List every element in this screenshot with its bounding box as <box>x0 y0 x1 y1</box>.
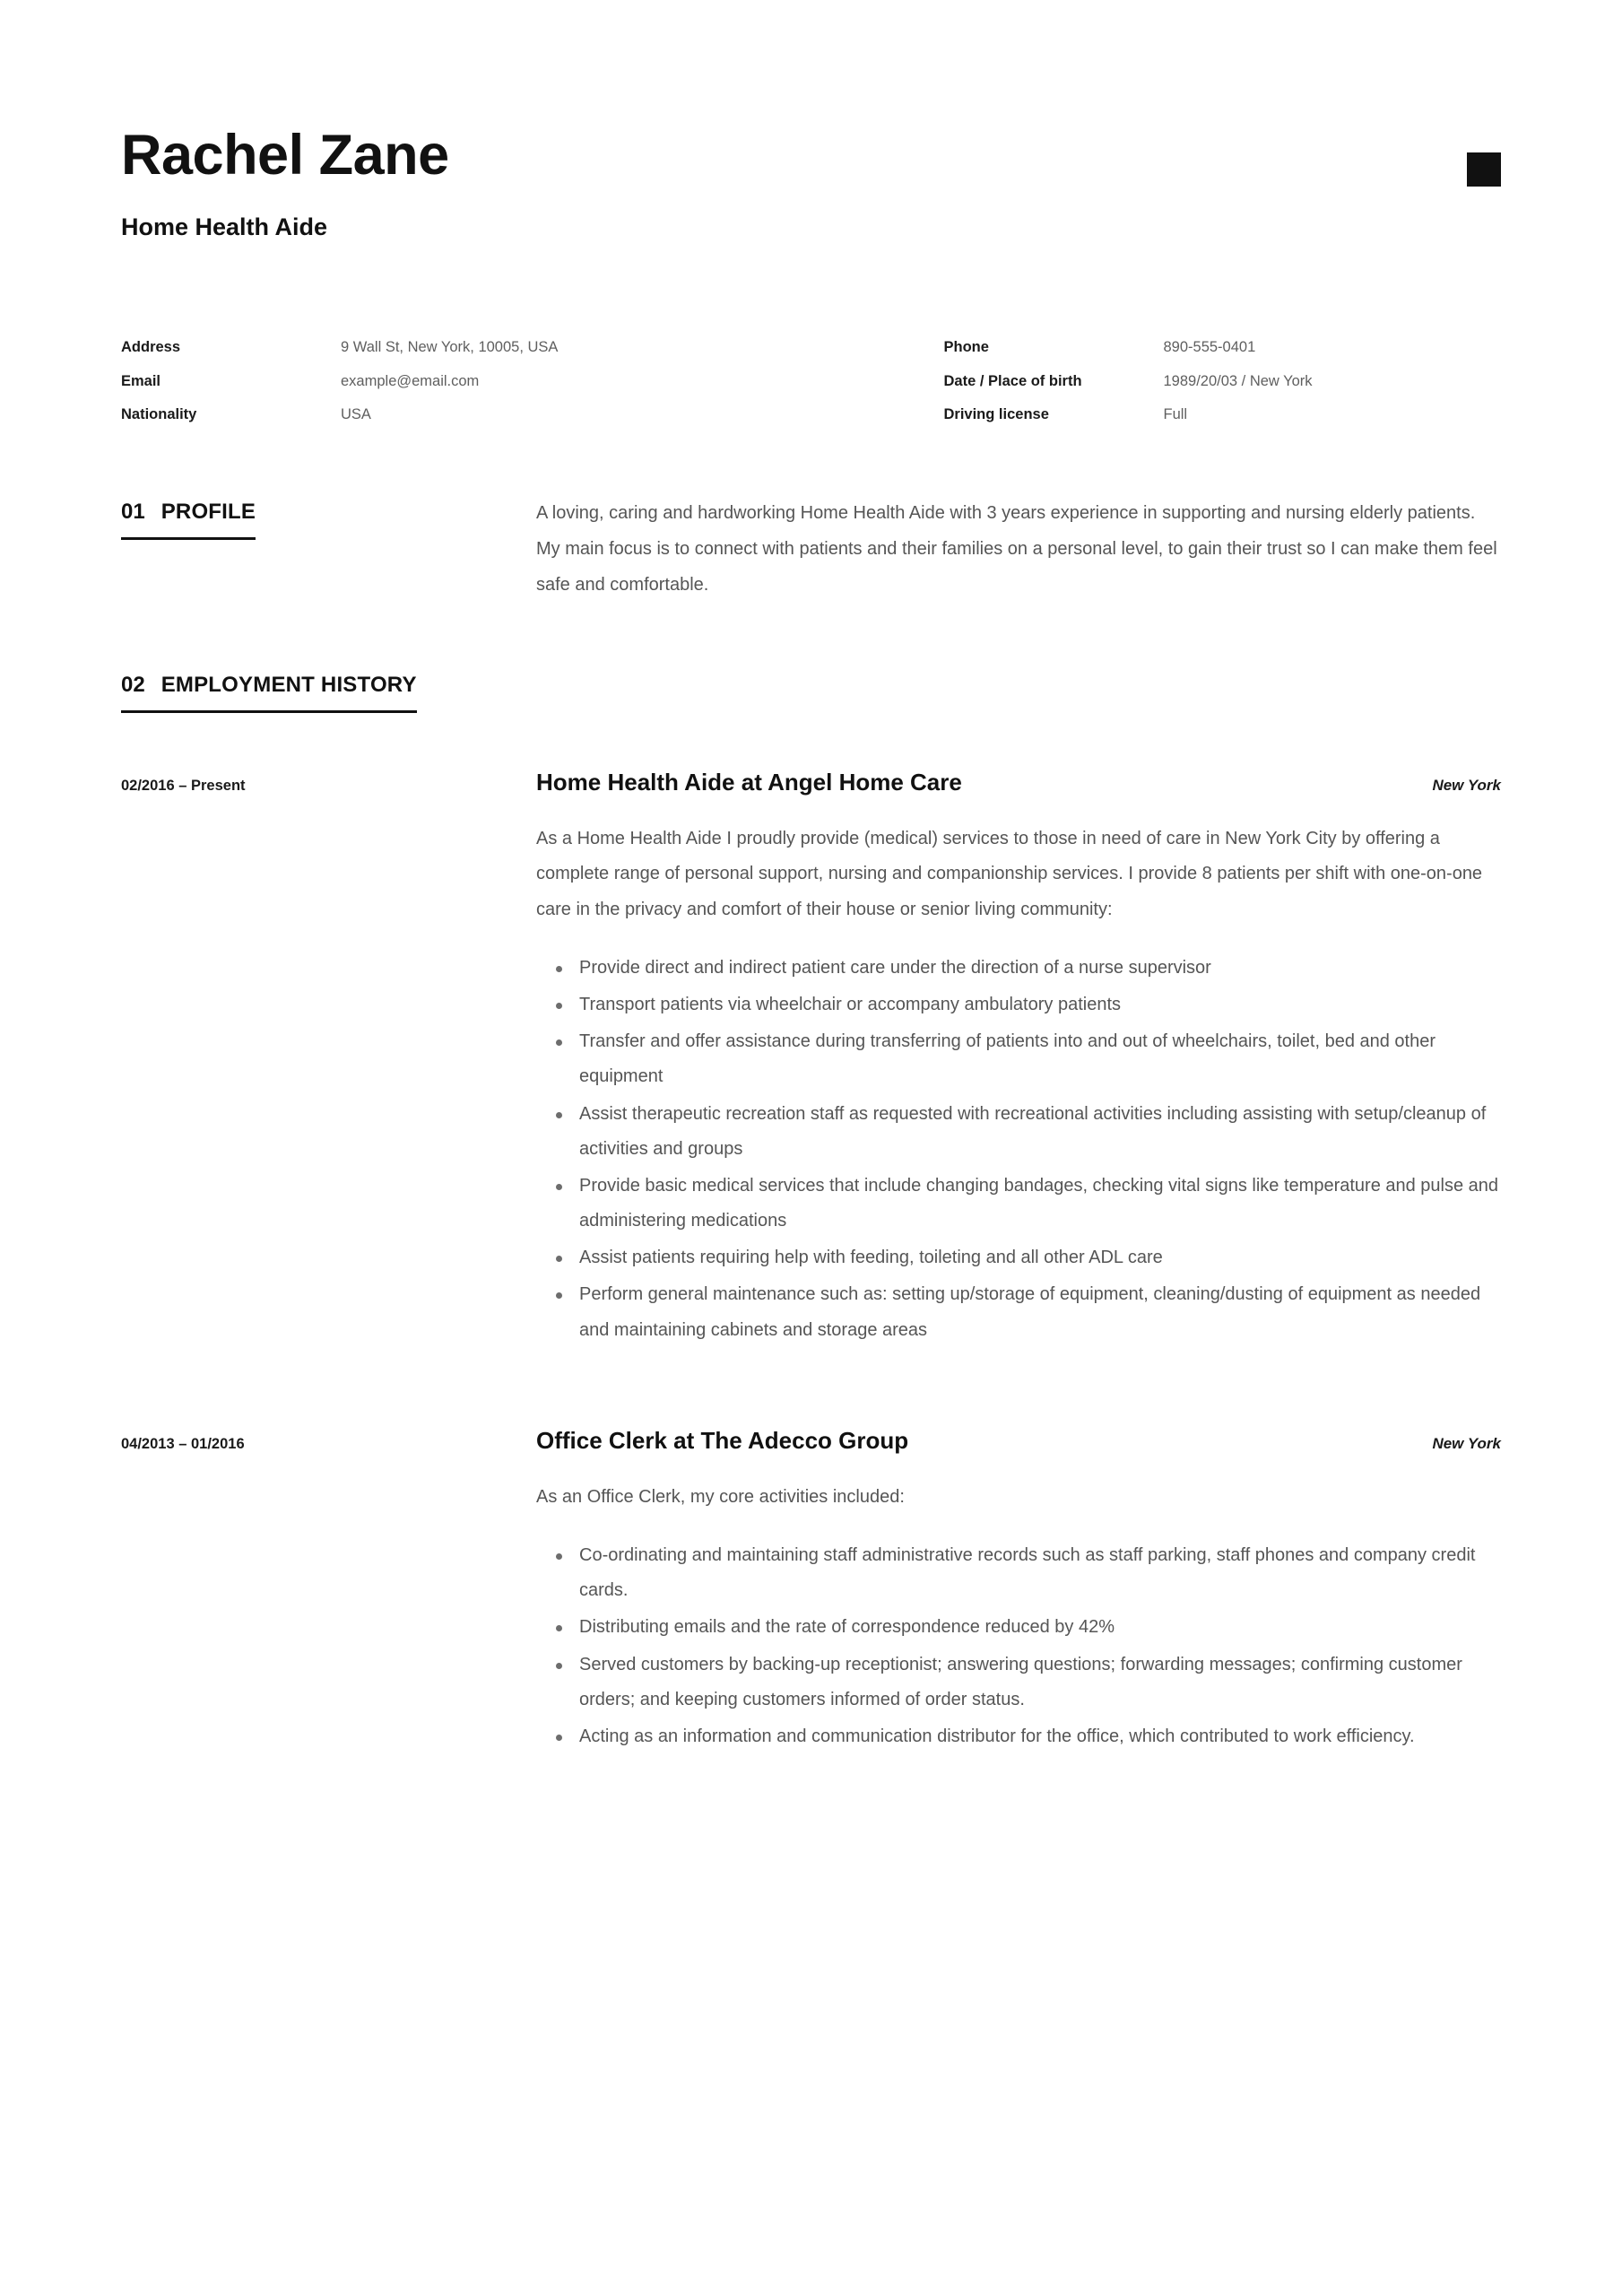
list-item: Distributing emails and the rate of correspondence reduced by 42% <box>579 1610 1501 1645</box>
candidate-job-title: Home Health Aide <box>121 213 328 241</box>
list-item: Perform general maintenance such as: setting up/storage of equipment, cleaning/dusting of equipment as needed and maintaining cabinets and storage areas <box>579 1277 1501 1347</box>
section-title-employment: EMPLOYMENT HISTORY <box>160 673 417 698</box>
employment-entry <box>121 1427 1501 1756</box>
employment-location: New York <box>1432 777 1501 795</box>
list-item: Provide basic medical services that include changing bandages, checking vital signs like temperature and pulse and administering medications <box>579 1169 1501 1239</box>
contact-details <box>121 338 1501 424</box>
employment-role: Office Clerk at The Adecco Group <box>536 1426 909 1454</box>
contact-value-email: example@email.com <box>341 372 480 389</box>
contact-label-birth: Date / Place of birth <box>943 372 1082 389</box>
section-employment-history <box>121 673 1501 1756</box>
resume-header <box>121 0 1501 241</box>
employment-description: As an Office Clerk, my core activities included: <box>536 1486 905 1507</box>
list-item: Assist patients requiring help with feeding, toileting and all other ADL care <box>579 1240 1501 1275</box>
employment-role: Home Health Aide at Angel Home Care <box>536 769 962 796</box>
candidate-name: Rachel Zane <box>121 124 449 187</box>
section-number-employment: 02 <box>121 673 145 698</box>
profile-heading-column <box>121 496 536 603</box>
list-item: Acting as an information and communication distributor for the office, which contributed to work efficiency. <box>579 1719 1501 1754</box>
employment-details <box>536 1427 1501 1756</box>
section-number-profile: 01 <box>121 500 145 525</box>
employment-details <box>536 769 1501 1350</box>
list-item: Co-ordinating and maintaining staff administrative records such as staff parking, staff phones and company credit cards. <box>579 1538 1501 1608</box>
list-item: Served customers by backing-up receptionist; answering questions; forwarding messages; confirming customer orders; and keeping customers informed of order status. <box>579 1648 1501 1718</box>
employment-bullet-list <box>536 951 1501 1348</box>
contact-column-right <box>811 338 1502 424</box>
employment-dates: 02/2016 – Present <box>121 778 246 795</box>
list-item: Assist therapeutic recreation staff as requested with recreational activities including assisting with setup/cleanup of activities and groups <box>579 1097 1501 1167</box>
contact-label-email: Email <box>121 372 161 389</box>
employment-description: As a Home Health Aide I proudly provide (medical) services to those in need of care in New York City by offering a complete range of personal support, nursing and companionship services. I provide 8 patients per shift with one-on-one care in the privacy and comfort of their house or senior living community: <box>536 829 1483 919</box>
profile-summary-text: A loving, caring and hardworking Home Health Aide with 3 years experience in supporting and nursing elderly patients. My main focus is to connect with patients and their families on a personal level, to gain their trust so I can make them feel safe and comfortable. <box>536 503 1497 595</box>
contact-label-address: Address <box>121 339 181 356</box>
contact-value-phone: 890-555-0401 <box>1163 339 1256 356</box>
employment-dates: 04/2013 – 01/2016 <box>121 1435 245 1452</box>
contact-column-left <box>121 338 811 424</box>
section-profile <box>121 496 1501 603</box>
employment-bullet-list <box>536 1538 1501 1754</box>
contact-label-driving-license: Driving license <box>943 406 1049 423</box>
list-item: Transfer and offer assistance during transferring of patients into and out of wheelchairs, toilet, bed and other equipment <box>579 1024 1501 1094</box>
section-title-profile: PROFILE <box>160 500 256 525</box>
list-item: Provide direct and indirect patient care under the direction of a nurse supervisor <box>579 951 1501 986</box>
contact-value-nationality: USA <box>341 406 371 423</box>
contact-value-birth: 1989/20/03 / New York <box>1163 372 1313 389</box>
contact-value-address: 9 Wall St, New York, 10005, USA <box>341 339 559 356</box>
contact-value-driving-license: Full <box>1163 406 1188 423</box>
profile-text-column <box>536 496 1501 603</box>
employment-location: New York <box>1432 1434 1501 1452</box>
contact-label-phone: Phone <box>943 339 989 356</box>
contact-label-nationality: Nationality <box>121 406 197 423</box>
photo-placeholder-icon <box>1467 152 1501 187</box>
employment-entry <box>121 769 1501 1350</box>
list-item: Transport patients via wheelchair or accompany ambulatory patients <box>579 987 1501 1022</box>
